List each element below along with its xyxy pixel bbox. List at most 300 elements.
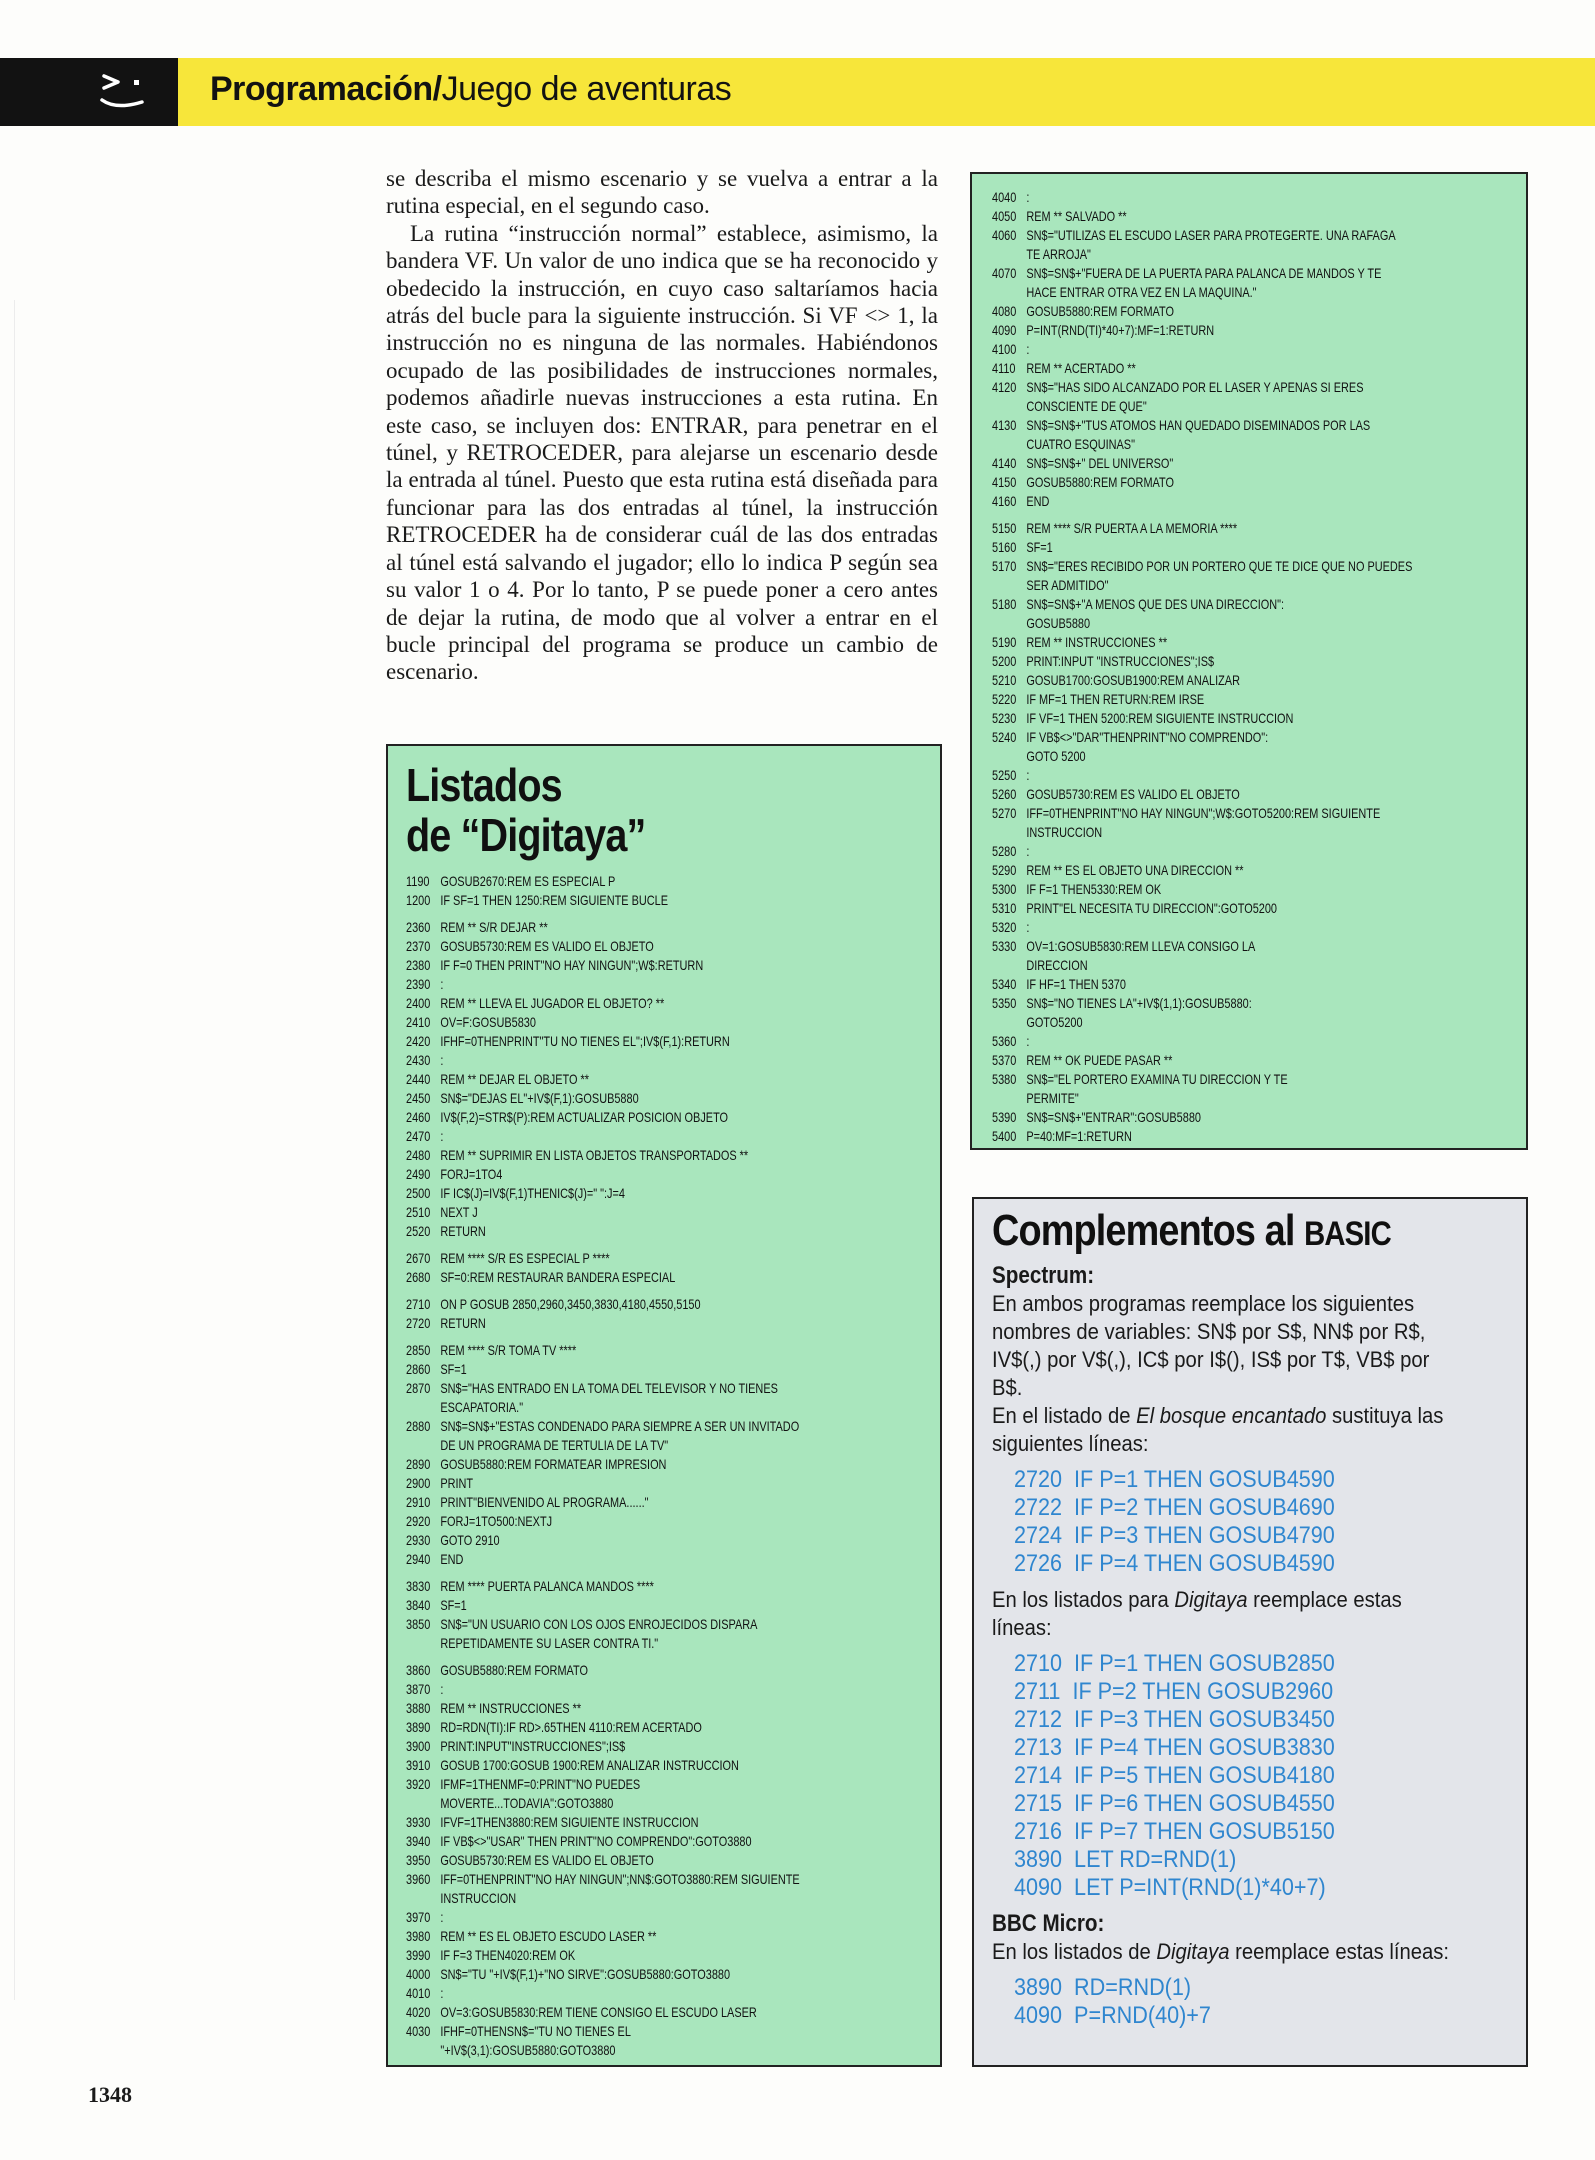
code-line xyxy=(992,473,1491,492)
code-line xyxy=(992,690,1491,709)
line-text: IFVF=1THEN3880:REM SIGUIENTE INSTRUCCION xyxy=(440,1814,699,1830)
line-text: : xyxy=(1026,919,1030,935)
page-edge-shadow xyxy=(14,300,15,2000)
line-text: GOSUB2670:REM ES ESPECIAL P xyxy=(440,873,616,889)
line-text: REM ** LLEVA EL JUGADOR EL OBJETO? ** xyxy=(440,995,665,1011)
line-text: : xyxy=(440,1052,444,1068)
logo-box xyxy=(0,58,178,126)
line-text: GOSUB5730:REM ES VALIDO EL OBJETO xyxy=(440,938,654,954)
code-line xyxy=(406,1436,905,1455)
code-line xyxy=(992,804,1491,823)
code-line xyxy=(406,1493,905,1512)
line-text: : xyxy=(440,1128,444,1144)
replacement-code-line: 2726 IF P=4 THEN GOSUB4590 xyxy=(1014,1550,1335,1577)
line-text: ESCAPATORIA." xyxy=(440,1399,524,1415)
line-text: SF=1 xyxy=(440,1361,467,1377)
code-line xyxy=(992,633,1491,652)
toolkit-symbol-icon xyxy=(96,70,156,114)
code-line xyxy=(992,823,1491,842)
line-text: REM **** S/R PUERTA A LA MEMORIA **** xyxy=(1026,520,1238,536)
line-text: SN$="UN USUARIO CON LOS OJOS ENROJECIDOS DISPARA xyxy=(440,1616,758,1632)
line-number: 5150 xyxy=(992,520,1017,536)
code-line xyxy=(992,519,1491,538)
line-text: END xyxy=(1026,493,1050,509)
bbc-code-block xyxy=(1014,1974,1475,2030)
line-text: PERMITE" xyxy=(1026,1090,1079,1106)
line-text: REPETIDAMENTE SU LASER CONTRA TI." xyxy=(440,1635,659,1651)
code-line xyxy=(406,1870,905,1889)
code-line xyxy=(992,435,1491,454)
line-text: : xyxy=(1026,189,1030,205)
line-number: 2490 xyxy=(406,1166,431,1182)
line-number: 2360 xyxy=(406,919,431,935)
line-text: TE ARROJA" xyxy=(1026,246,1091,262)
code-line xyxy=(992,188,1491,207)
code-line xyxy=(406,1222,905,1241)
code-line xyxy=(406,2003,905,2022)
line-text: GOSUB5730:REM ES VALIDO EL OBJETO xyxy=(440,1852,654,1868)
code-line xyxy=(992,709,1491,728)
code-line xyxy=(992,918,1491,937)
line-number: 5320 xyxy=(992,919,1017,935)
line-text: IF VB$<>"USAR" THEN PRINT"NO COMPRENDO":GOTO3880 xyxy=(440,1833,752,1849)
spectrum-code-block-2 xyxy=(1014,1650,1475,1902)
code-line xyxy=(992,861,1491,880)
line-text: SN$=SN$+"ESTAS CONDENADO PARA SIEMPRE A SER UN INVITADO xyxy=(440,1418,800,1434)
code-line xyxy=(406,1070,905,1089)
line-text: INSTRUCCION xyxy=(440,1890,517,1906)
line-text: NEXT J xyxy=(440,1204,478,1220)
code-line xyxy=(406,891,905,910)
code-line xyxy=(992,1070,1491,1089)
line-text: REM ** INSTRUCCIONES ** xyxy=(1026,634,1168,650)
code-line xyxy=(406,1965,905,1984)
line-text: RD=RDN(TI):IF RD>.65THEN 4110:REM ACERTADO xyxy=(440,1719,702,1735)
code-line xyxy=(992,302,1491,321)
line-text: RETURN xyxy=(440,1223,486,1239)
line-number: 2930 xyxy=(406,1532,431,1548)
line-text: P=40:MF=1:RETURN xyxy=(1026,1128,1132,1144)
replacement-code-line: 2720 IF P=1 THEN GOSUB4590 xyxy=(1014,1466,1335,1493)
line-text: SN$="ERES RECIBIDO POR UN PORTERO QUE TE DICE QUE NO PUEDES xyxy=(1026,558,1413,574)
line-number: 4010 xyxy=(406,1985,431,2001)
code-line xyxy=(992,766,1491,785)
line-number: 5210 xyxy=(992,672,1017,688)
line-number: 2500 xyxy=(406,1185,431,1201)
line-number: 2940 xyxy=(406,1551,431,1567)
line-text: SN$=SN$+"ENTRAR":GOSUB5880 xyxy=(1026,1109,1201,1125)
line-number: 4000 xyxy=(406,1966,431,1982)
listados-code xyxy=(406,872,905,2060)
line-text: REM ** SALVADO ** xyxy=(1026,208,1127,224)
code-line xyxy=(406,937,905,956)
line-number: 5350 xyxy=(992,995,1017,1011)
line-number: 5340 xyxy=(992,976,1017,992)
code-line xyxy=(992,557,1491,576)
line-text: PRINT xyxy=(440,1475,474,1491)
code-line xyxy=(992,1051,1491,1070)
line-text: : xyxy=(1026,767,1030,783)
code-line xyxy=(406,1268,905,1287)
line-text: SN$="HAS ENTRADO EN LA TOMA DEL TELEVISOR Y NO TIENES xyxy=(440,1380,778,1396)
line-number: 4070 xyxy=(992,265,1017,281)
line-text: HACE ENTRAR OTRA VEZ EN LA MAQUINA." xyxy=(1026,284,1257,300)
line-number: 5240 xyxy=(992,729,1017,745)
line-text: REM ** INSTRUCCIONES ** xyxy=(440,1700,582,1716)
line-text: FORJ=1TO500:NEXTJ xyxy=(440,1513,553,1529)
line-number: 2870 xyxy=(406,1380,431,1396)
code-line xyxy=(992,728,1491,747)
line-text: IFF=0THENPRINT"NO HAY NINGUN";NN$:GOTO3880:REM SIGUIENTE xyxy=(440,1871,800,1887)
line-text: : xyxy=(440,1985,444,2001)
code-line xyxy=(992,937,1491,956)
code-line xyxy=(406,1794,905,1813)
code-line xyxy=(992,245,1491,264)
header-topic: Juego de aventuras xyxy=(441,70,732,108)
line-number: 2710 xyxy=(406,1296,431,1312)
line-text: IFHF=0THENSN$="TU NO TIENES EL xyxy=(440,2023,631,2039)
code-line xyxy=(992,899,1491,918)
line-number: 3960 xyxy=(406,1871,431,1887)
line-text: RETURN xyxy=(440,1315,486,1331)
code-line xyxy=(406,1203,905,1222)
code-line xyxy=(406,1474,905,1493)
line-text: REM ** ES EL OBJETO ESCUDO LASER ** xyxy=(440,1928,657,1944)
line-number: 4060 xyxy=(992,227,1017,243)
code-line xyxy=(992,454,1491,473)
code-line xyxy=(406,1455,905,1474)
code-line xyxy=(406,1013,905,1032)
line-text: PRINT:INPUT"INSTRUCCIONES";IS$ xyxy=(440,1738,626,1754)
code-line xyxy=(992,785,1491,804)
line-number: 2860 xyxy=(406,1361,431,1377)
listados-title-line-1: Listados xyxy=(406,759,562,811)
code-line xyxy=(992,975,1491,994)
line-text: IV$(F,2)=STR$(P):REM ACTUALIZAR POSICION OBJETO xyxy=(440,1109,729,1125)
code-line xyxy=(992,226,1491,245)
line-text: IF VB$<>"DAR"THENPRINT"NO COMPRENDO": xyxy=(1026,729,1269,745)
code-line xyxy=(406,1946,905,1965)
code-line xyxy=(992,576,1491,595)
line-number: 2420 xyxy=(406,1033,431,1049)
replacement-code-line: 3890 RD=RND(1) xyxy=(1014,1974,1192,2001)
line-number: 3930 xyxy=(406,1814,431,1830)
line-text: REM **** PUERTA PALANCA MANDOS **** xyxy=(440,1578,654,1594)
line-number: 4040 xyxy=(992,189,1017,205)
line-text: IF F=3 THEN4020:REM OK xyxy=(440,1947,576,1963)
line-number: 2410 xyxy=(406,1014,431,1030)
line-number: 2680 xyxy=(406,1269,431,1285)
code-line xyxy=(992,416,1491,435)
line-text: GOSUB5880 xyxy=(1026,615,1091,631)
code-line xyxy=(992,378,1491,397)
line-number: 4030 xyxy=(406,2023,431,2039)
line-number: 2370 xyxy=(406,938,431,954)
code-line xyxy=(992,492,1491,511)
line-text: IFF=0THENPRINT"NO HAY NINGUN";W$:GOTO5200:REM SIGUIENTE xyxy=(1026,805,1381,821)
code-line xyxy=(406,1984,905,2003)
line-number: 2920 xyxy=(406,1513,431,1529)
bbc-paragraph xyxy=(992,1938,1460,1966)
line-text: CUATRO ESQUINAS" xyxy=(1026,436,1135,452)
line-text: GOSUB5730:REM ES VALIDO EL OBJETO xyxy=(1026,786,1240,802)
code-line xyxy=(406,1032,905,1051)
line-number: 2900 xyxy=(406,1475,431,1491)
line-number: 4160 xyxy=(992,493,1017,509)
code-line xyxy=(406,1699,905,1718)
code-line xyxy=(406,872,905,891)
spectrum-p3-pre: En los listados para xyxy=(992,1587,1175,1612)
line-text: PRINT"BIENVENIDO AL PROGRAMA......" xyxy=(440,1494,649,1510)
line-number: 1190 xyxy=(406,873,430,889)
complementos-panel xyxy=(972,1197,1528,2067)
code-line xyxy=(406,1146,905,1165)
continued-listing-code xyxy=(992,188,1491,1146)
line-number: 2380 xyxy=(406,957,431,973)
line-number: 3850 xyxy=(406,1616,431,1632)
code-line xyxy=(406,1108,905,1127)
code-line xyxy=(992,747,1491,766)
line-number: 3920 xyxy=(406,1776,431,1792)
code-line xyxy=(992,994,1491,1013)
code-line xyxy=(406,956,905,975)
line-text: IF HF=1 THEN 5370 xyxy=(1026,976,1126,992)
line-text: SN$=SN$+"FUERA DE LA PUERTA PARA PALANCA DE MANDOS Y TE xyxy=(1026,265,1382,281)
line-text: SN$="HAS SIDO ALCANZADO POR EL LASER Y APENAS SI ERES xyxy=(1026,379,1364,395)
code-line xyxy=(406,1661,905,1680)
line-number: 3870 xyxy=(406,1681,431,1697)
line-text: GOTO 5200 xyxy=(1026,748,1086,764)
spectrum-p2-title: El bosque encantado xyxy=(1136,1403,1327,1428)
line-text: REM **** S/R TOMA TV **** xyxy=(440,1342,577,1358)
line-number: 5270 xyxy=(992,805,1017,821)
line-number: 4090 xyxy=(992,322,1017,338)
line-number: 3940 xyxy=(406,1833,431,1849)
code-line xyxy=(992,614,1491,633)
line-text: GOTO 2910 xyxy=(440,1532,500,1548)
code-line xyxy=(992,1089,1491,1108)
line-text: END xyxy=(440,1551,464,1567)
spectrum-code-block-1 xyxy=(1014,1466,1475,1578)
line-number: 2850 xyxy=(406,1342,431,1358)
code-line xyxy=(406,1249,905,1268)
replacement-code-line: 2710 IF P=1 THEN GOSUB2850 xyxy=(1014,1650,1335,1677)
line-number: 2390 xyxy=(406,976,431,992)
listados-panel xyxy=(386,744,942,2067)
code-line xyxy=(992,1032,1491,1051)
replacement-code-line: 2714 IF P=5 THEN GOSUB4180 xyxy=(1014,1762,1335,1789)
code-line xyxy=(406,1577,905,1596)
replacement-code-line: 2724 IF P=3 THEN GOSUB4790 xyxy=(1014,1522,1335,1549)
code-line xyxy=(406,1813,905,1832)
line-number: 2430 xyxy=(406,1052,431,1068)
line-number: 5280 xyxy=(992,843,1017,859)
replacement-code-line: 2711 IF P=2 THEN GOSUB2960 xyxy=(1014,1678,1334,1705)
code-line xyxy=(406,994,905,1013)
line-number: 5250 xyxy=(992,767,1017,783)
replacement-code-line: 2715 IF P=6 THEN GOSUB4550 xyxy=(1014,1790,1335,1817)
code-line xyxy=(406,1680,905,1699)
line-number: 5180 xyxy=(992,596,1017,612)
line-text: REM ** OK PUEDE PASAR ** xyxy=(1026,1052,1173,1068)
code-line xyxy=(406,1756,905,1775)
line-number: 2450 xyxy=(406,1090,431,1106)
code-line xyxy=(992,321,1491,340)
code-line xyxy=(406,1314,905,1333)
line-text: REM ** DEJAR EL OBJETO ** xyxy=(440,1071,589,1087)
line-text: IF IC$(J)=IV$(F,1)THENIC$(J)=" ":J=4 xyxy=(440,1185,625,1201)
body-paragraph-2: La rutina “instrucción normal” establece, asimismo, la bandera VF. Un valor de uno indica que se ha reconocido y obedecido la instrucción, en cuyo caso saltaríamos hacia atrás del bucle para la siguiente instrucción. Si VF <> 1, la instrucción no es ninguna de las normales. Habiéndonos ocupado de las posibilidades de instrucciones normales, podemos añadirle nuevas instrucciones a esta rutina. En este caso, se incluyen dos: ENTRAR, para penetrar en el túnel, y RETROCEDER, para alejarse un escenario desde la entrada al túnel. Puesto que esta rutina está diseñada para funcionar para las dos entradas al túnel, la instrucción RETROCEDER ha de considerar cuál de las dos entradas al túnel está salvando el jugador; ello lo indica P según sea su valor 1 o 4. Por lo tanto, P se puede poner a cero antes de dejar la rutina, de modo que al volver a entrar en el bucle principal del programa se produce un cambio de escenario. xyxy=(386,220,938,685)
line-number: 4080 xyxy=(992,303,1017,319)
bbc-p-title: Digitaya xyxy=(1156,1939,1230,1964)
spectrum-p2-post: sustituya las siguientes líneas: xyxy=(992,1403,1444,1456)
line-text: GOSUB5880:REM FORMATO xyxy=(1026,303,1174,319)
header-title xyxy=(210,70,731,109)
line-number: 1200 xyxy=(406,892,431,908)
line-number: 2890 xyxy=(406,1456,431,1472)
line-text: : xyxy=(440,976,444,992)
line-number: 4100 xyxy=(992,341,1017,357)
line-number: 2910 xyxy=(406,1494,431,1510)
line-text: SN$="NO TIENES LA"+IV$(1,1):GOSUB5880: xyxy=(1026,995,1252,1011)
code-line xyxy=(406,1851,905,1870)
code-line xyxy=(406,1550,905,1569)
line-text: FORJ=1TO4 xyxy=(440,1166,503,1182)
line-text: DIRECCION xyxy=(1026,957,1088,973)
complementos-title-main: Complementos al xyxy=(992,1206,1305,1255)
line-text: IF F=1 THEN5330:REM OK xyxy=(1026,881,1162,897)
spectrum-p3-post: reemplace estas líneas: xyxy=(992,1587,1402,1640)
line-text: PRINT"EL NECESITA TU DIRECCION":GOTO5200 xyxy=(1026,900,1278,916)
line-text: : xyxy=(440,1681,444,1697)
line-text: : xyxy=(1026,341,1030,357)
complementos-title-basic: BASIC xyxy=(1304,1215,1391,1253)
line-text: OV=1:GOSUB5830:REM LLEVA CONSIGO LA xyxy=(1026,938,1256,954)
line-number: 5160 xyxy=(992,539,1017,555)
code-line xyxy=(406,975,905,994)
code-line xyxy=(992,207,1491,226)
line-text: SER ADMITIDO" xyxy=(1026,577,1109,593)
line-number: 5170 xyxy=(992,558,1017,574)
code-line xyxy=(406,1832,905,1851)
spectrum-p2-pre: En el listado de xyxy=(992,1403,1137,1428)
replacement-code-line: 2713 IF P=4 THEN GOSUB3830 xyxy=(1014,1734,1335,1761)
line-text: P=INT(RND(TI)*40+7):MF=1:RETURN xyxy=(1026,322,1215,338)
line-number: 2400 xyxy=(406,995,431,1011)
line-text: IF SF=1 THEN 1250:REM SIGUIENTE BUCLE xyxy=(440,892,668,908)
continued-listing-panel xyxy=(970,172,1528,1150)
code-line xyxy=(406,1398,905,1417)
code-line xyxy=(992,1013,1491,1032)
line-text: OV=3:GOSUB5830:REM TIENE CONSIGO EL ESCUDO LASER xyxy=(440,2004,757,2020)
line-text: PRINT:INPUT "INSTRUCCIONES";IS$ xyxy=(1026,653,1215,669)
line-text: CONSCIENTE DE QUE" xyxy=(1026,398,1147,414)
code-line xyxy=(406,1737,905,1756)
code-line xyxy=(406,1927,905,1946)
line-number: 2480 xyxy=(406,1147,431,1163)
listados-title-line-2: de “Digitaya” xyxy=(406,809,646,861)
line-number: 5330 xyxy=(992,938,1017,954)
code-line xyxy=(406,1295,905,1314)
code-line xyxy=(406,1360,905,1379)
spectrum-paragraph-2 xyxy=(992,1402,1460,1458)
code-line xyxy=(992,652,1491,671)
line-text: SN$=SN$+" DEL UNIVERSO" xyxy=(1026,455,1174,471)
line-text: IFMF=1THENMF=0:PRINT"NO PUEDES xyxy=(440,1776,641,1792)
code-line xyxy=(992,1108,1491,1127)
line-number: 5370 xyxy=(992,1052,1017,1068)
line-number: 5190 xyxy=(992,634,1017,650)
line-text: REM ** ES EL OBJETO UNA DIRECCION ** xyxy=(1026,862,1244,878)
replacement-code-line: 4090 P=RND(40)+7 xyxy=(1014,2002,1211,2029)
line-number: 3830 xyxy=(406,1578,431,1594)
header-separator: / xyxy=(432,70,442,108)
code-line xyxy=(406,918,905,937)
code-line xyxy=(406,1718,905,1737)
line-number: 2460 xyxy=(406,1109,431,1125)
line-number: 2520 xyxy=(406,1223,431,1239)
spectrum-heading: Spectrum: xyxy=(992,1262,1095,1289)
line-number: 5260 xyxy=(992,786,1017,802)
line-number: 5300 xyxy=(992,881,1017,897)
line-text: IF VF=1 THEN 5200:REM SIGUIENTE INSTRUCCION xyxy=(1026,710,1294,726)
bbc-heading: BBC Micro: xyxy=(992,1910,1105,1937)
line-text: : xyxy=(440,1909,444,1925)
code-line xyxy=(992,956,1491,975)
line-number: 3970 xyxy=(406,1909,431,1925)
line-number: 2880 xyxy=(406,1418,431,1434)
article-body xyxy=(386,165,938,686)
line-text: IFHF=0THENPRINT"TU NO TIENES EL";IV$(F,1):RETURN xyxy=(440,1033,730,1049)
code-line xyxy=(992,1127,1491,1146)
line-number: 2510 xyxy=(406,1204,431,1220)
code-line xyxy=(406,2022,905,2041)
line-number: 4130 xyxy=(992,417,1017,433)
line-number: 3890 xyxy=(406,1719,431,1735)
line-number: 3910 xyxy=(406,1757,431,1773)
line-text: : xyxy=(1026,1033,1030,1049)
code-line xyxy=(406,1341,905,1360)
code-line xyxy=(992,264,1491,283)
line-text: GOSUB 1700:GOSUB 1900:REM ANALIZAR INSTRUCCION xyxy=(440,1757,739,1773)
code-line xyxy=(406,1127,905,1146)
line-text: INSTRUCCION xyxy=(1026,824,1103,840)
line-number: 5380 xyxy=(992,1071,1017,1087)
line-number: 5220 xyxy=(992,691,1017,707)
line-number: 2670 xyxy=(406,1250,431,1266)
line-number: 3840 xyxy=(406,1597,431,1613)
line-text: SF=1 xyxy=(440,1597,467,1613)
code-line xyxy=(992,595,1491,614)
line-number: 5360 xyxy=(992,1033,1017,1049)
line-text: SF=1 xyxy=(1026,539,1053,555)
code-line xyxy=(406,1596,905,1615)
line-text: REM ** ACERTADO ** xyxy=(1026,360,1136,376)
line-text: ON P GOSUB 2850,2960,3450,3830,4180,4550,5150 xyxy=(440,1296,701,1312)
complementos-title xyxy=(992,1205,1451,1260)
line-text: SN$=SN$+"A MENOS QUE DES UNA DIRECCION": xyxy=(1026,596,1285,612)
line-text: GOSUB5880:REM FORMATO xyxy=(1026,474,1174,490)
line-text: SN$="TU "+IV$(F,1)+"NO SIRVE":GOSUB5880:GOTO3880 xyxy=(440,1966,731,1982)
header-section: Programación xyxy=(210,70,433,108)
code-line xyxy=(406,2041,905,2060)
code-line xyxy=(992,880,1491,899)
code-line xyxy=(406,1889,905,1908)
code-line xyxy=(992,359,1491,378)
line-text: REM ** S/R DEJAR ** xyxy=(440,919,548,935)
spectrum-paragraph-3 xyxy=(992,1586,1460,1642)
line-number: 4140 xyxy=(992,455,1017,471)
